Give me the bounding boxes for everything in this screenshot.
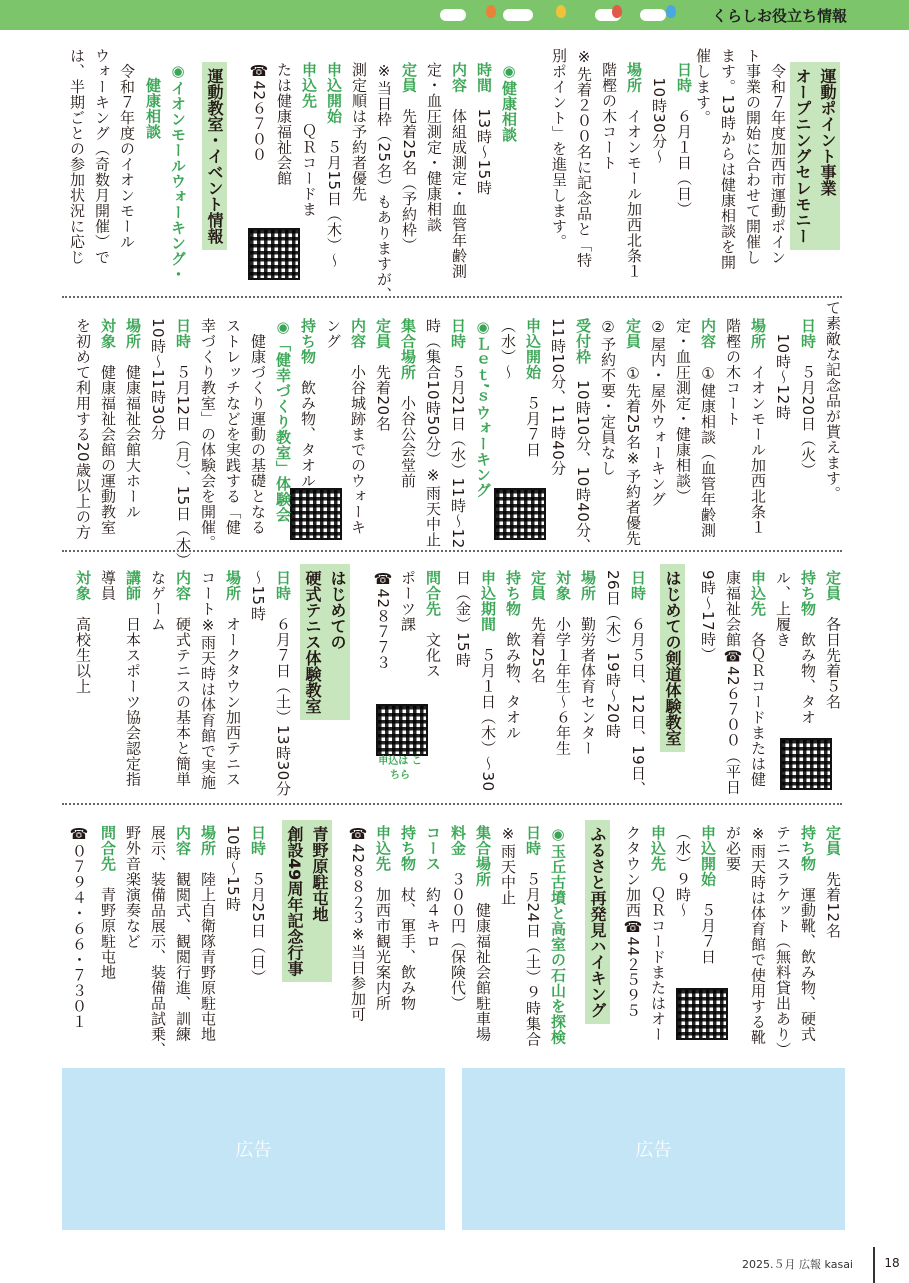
tennis-apply-start: 申込開始 ５月７日 （水）９時～ <box>674 825 717 965</box>
hike-bring: 持ち物 杖、軍手、飲み物 <box>399 825 417 1011</box>
walk-meeting: 集合場所 小谷公会堂前 <box>399 318 417 489</box>
kendo-capacity: 定員 先着25名 <box>529 570 547 684</box>
divider <box>62 550 842 552</box>
balloon-icon <box>556 5 566 18</box>
hike-meeting: 集合場所 健康福祉会館駐車場 <box>474 825 492 1042</box>
qr-code[interactable] <box>290 488 342 540</box>
event-content: 内容 ①健康相談（血管年齢測 定・血圧測定・健康相談） ②屋内・屋外ウォーキング <box>649 318 717 538</box>
consult-content: 内容 体組成測定・血管年齢測 定・血圧測定・健康相談 <box>425 62 468 279</box>
ad-label: 広告 <box>635 1140 672 1161</box>
class-text: 健康づくり運動の基礎となる ストレッチなどを実践する「健 幸づくり教室」の体験会を開催。 <box>199 318 267 551</box>
walk-content: 内容 小谷城跡までのウォーキ ング <box>324 318 367 535</box>
class-apply-to: 申込先 各ＱＲコードまたは健 康福祉会館☎42６７００（平日 9時～17時） <box>699 570 767 795</box>
class-bring: 持ち物 飲み物、タオ ル、上履き <box>774 570 817 725</box>
cloud-decoration <box>440 9 466 21</box>
tennis-date: 日時 ６月７日（土）13時30分 ～15時 <box>249 570 292 797</box>
ad-label: 広告 <box>235 1140 272 1161</box>
hike-course: コース 約４キロ <box>424 825 442 949</box>
event-place: 場所 イオンモール加西北条１ 階樫の木コート <box>724 318 767 535</box>
page-title: くらしお役立ち情報 <box>711 7 847 25</box>
ad-box-left[interactable] <box>62 1068 445 1230</box>
walk-date: 日時 ５月21日（水）11時～12 時（集合10時50分）※雨天中止 <box>424 318 467 549</box>
base-date: 日時 ５月25日（日） 10時～15時 <box>224 825 267 985</box>
note-text: ※先着２００名に記念品と「特 別ポイント」を進呈します。 <box>550 48 593 268</box>
publication-subname: kasai <box>824 1258 853 1271</box>
kendo-phone: ☎42８７７３ <box>374 570 392 671</box>
walk-capacity: 定員 先着20名 <box>374 318 392 432</box>
section-title-tennis: はじめての 硬式テニス体験教室 <box>300 564 350 720</box>
base-place: 場所 陸上自衛隊青野原駐屯地 <box>199 825 217 1042</box>
section-title-classes: 運動教室・イベント情報 <box>202 62 227 250</box>
tennis-bring: 持ち物 運動靴、飲み物、硬式 テニスラケット（無料貸出あり） ※雨天時は体育館で使用する靴 が必要 <box>724 825 817 1058</box>
consult-phone: ☎42６７００ <box>250 62 268 163</box>
footer <box>742 1256 853 1272</box>
ad-box-right[interactable] <box>462 1068 845 1230</box>
base-phone: ☎０７９４・６６・７３０１ <box>70 825 88 1030</box>
qr-code[interactable] <box>676 988 728 1040</box>
body-text: て素敵な記念品が貰えます。 <box>824 300 842 502</box>
class-date: 日時 ５月12日（月）、15日（木） 10時～11時30分 <box>149 318 192 568</box>
tennis-place: 場所 オークタウン加西テニス コート※雨天時は体育館で実施 <box>199 570 242 790</box>
kendo-ask: 問合先 文化ス ポーツ課 <box>399 570 442 679</box>
hike-apply-to: 申込先 加西市観光案内所 ☎42８８２３※当日参加可 <box>349 825 392 1022</box>
event-date: 日時 ５月20日（火） 10時～12時 <box>774 318 817 478</box>
sub-heading: ◉イオンモールウォーキング・ 健康相談 <box>144 62 187 282</box>
hike-date: 日時 ５月24日（土）９時集合 ※雨天中止 <box>499 825 542 1047</box>
page-number: 18 <box>873 1247 909 1283</box>
section-title-undo-point: 運動ポイント事業 オープニングセレモニー <box>790 62 840 250</box>
issue-date: 2025.５月 <box>742 1258 796 1271</box>
kendo-place: 場所 勤労者体育センター <box>579 570 597 756</box>
qr-label: 申込は こちら <box>378 756 422 781</box>
cloud-decoration <box>503 9 533 21</box>
qr-code[interactable] <box>376 704 428 756</box>
class-capacity: 定員 各日先着５名 <box>824 570 842 710</box>
balloon-icon <box>486 5 496 18</box>
qr-code[interactable] <box>494 488 546 540</box>
section-title-hiking: ふるさと再発見ハイキング <box>585 820 610 1024</box>
sub-heading: ◉健康相談 <box>500 62 518 143</box>
sub-heading: ◉玉丘古墳と高室の石山を探検 <box>549 825 567 1045</box>
kendo-period: 申込期間 ５月１日（木）～30 日（金）15時 <box>454 570 497 792</box>
class-place: 場所 健康福祉会館大ホール <box>124 318 142 520</box>
base-ask: 問合先 青野原駐屯地 <box>99 825 117 980</box>
consult-capacity: 定員 先着25名（予約枠） ※当日枠（25名）もありますが、 測定順は予約者優先 <box>350 62 418 303</box>
balloon-icon <box>666 5 676 18</box>
tennis-capacity: 定員 先着12名 <box>824 825 842 939</box>
kendo-target: 対象 小学１年生～６年生 <box>554 570 572 756</box>
cloud-decoration <box>640 9 666 21</box>
event-place: 場所 イオンモール加西北条１ 階樫の木コート <box>600 62 643 279</box>
walking-text: 令和７年度のイオンモール ウォーキング（奇数月開催）で は、半期ごとの参加状況に応じ <box>68 48 136 265</box>
tennis-content: 内容 硬式テニスの基本と簡単 なゲーム <box>149 570 192 787</box>
section-title-kendo: はじめての剣道体験教室 <box>660 564 685 752</box>
hike-fee: 料金 ３００円（保険代） <box>449 825 467 1011</box>
event-date: 日時 ６月１日（日） 10時30分～ <box>650 62 693 217</box>
sub-heading: ◉Ｌｅｔ’ｓウォーキング <box>474 318 492 498</box>
consult-apply-to: 申込先 ＱＲコードま たは健康福祉会館 <box>275 62 318 217</box>
divider <box>62 296 842 298</box>
balloon-icon <box>612 5 622 18</box>
event-reception: 受付枠 10時10分、10時40分、 11時10分、11時40分 <box>549 318 592 554</box>
consult-apply-start: 申込開始 ５月15日（木）～ <box>325 62 343 269</box>
base-content: 内容 観閲式、観閲行進、訓練 展示、装備品展示、装備品試乗、 野外音楽演奏など <box>124 825 192 1058</box>
tennis-target: 対象 高校生以上 <box>74 570 92 694</box>
intro-text: 令和７年度加西市運動ポイン ト事業の開始に合わせて開催し ます。13時からは健康相談を開 催します。 <box>694 48 787 270</box>
walk-bring: 持ち物 飲み物、タオル <box>299 318 317 489</box>
qr-code[interactable] <box>780 738 832 790</box>
kendo-bring: 持ち物 飲み物、タオル <box>504 570 522 741</box>
event-apply-start: 申込開始 ５月７日 （水）～ <box>499 318 542 458</box>
header-bar <box>0 0 909 30</box>
consult-time: 時間 13時～15時 <box>475 62 493 196</box>
qr-code[interactable] <box>248 228 300 280</box>
tennis-apply-to: 申込先 ＱＲコードまたはオー クタウン加西☎44２５９５ <box>624 825 667 1042</box>
event-capacity: 定員 ①先着25名※予約者優先 ②予約不要・定員なし <box>599 318 642 546</box>
class-target: 対象 健康福祉会館の運動教室 を初めて利用する20歳以上の方 <box>74 318 117 540</box>
tennis-teacher: 講師 日本スポーツ協会認定指 導員 <box>99 570 142 787</box>
divider <box>62 803 842 805</box>
kendo-date: 日時 ６月５日、12日、19日、 26日（木）19時～20時 <box>604 570 647 797</box>
section-title-aonohara: 青野原駐屯地 創設49周年記念行事 <box>282 820 332 982</box>
sub-heading: ◉「健幸づくり教室」体験会 <box>274 318 292 523</box>
publication-name: 広報 <box>799 1258 822 1271</box>
